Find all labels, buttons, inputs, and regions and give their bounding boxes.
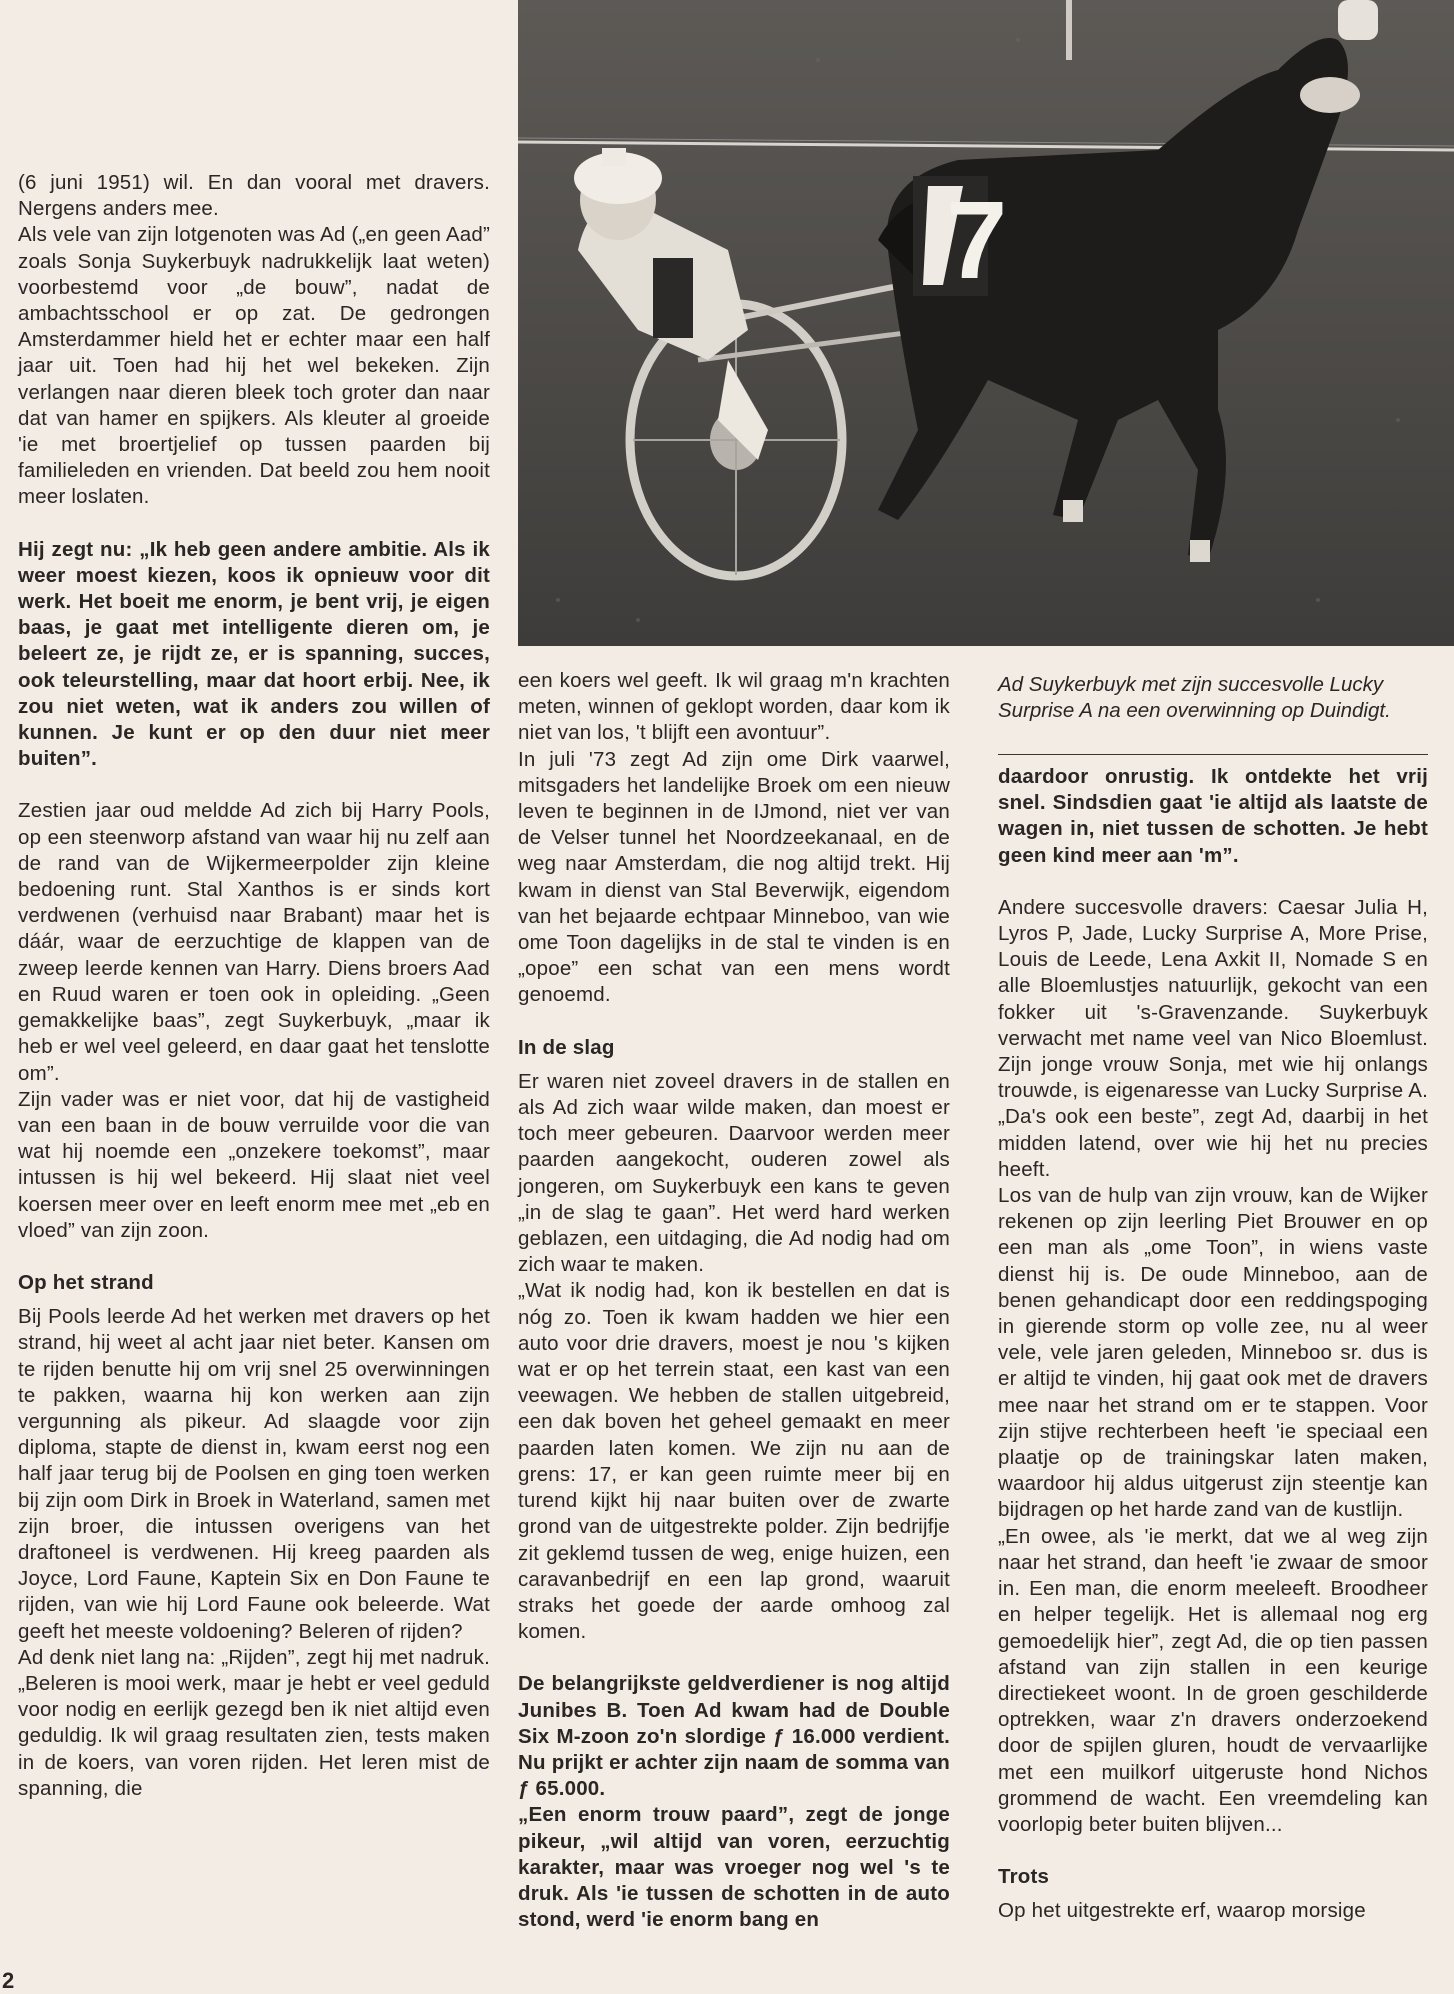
paragraph: Zestien jaar oud meldde Ad zich bij Harry Pools, op een steenworp afstand van waar hij nu zelf aan de rand van de Wijkermeerpolder zijn kleine bedoening runt. Stal Xanthos is er sinds kort verdwenen (verhuisd naar Brabant) maar het is dáár, waar de eerzuchtige de klappen van de zweep leerde kennen van Harry. Diens broers Aad en Ruud waren er toen ook in opleiding. „Geen gemakkelijke baas”, zegt Suykerbuyk, „maar ik heb er wel veel geleerd, en daar gaat het tenslotte om”. <box>18 799 490 1085</box>
paragraph: Zijn vader was er niet voor, dat hij de vastigheid van een baan in de bouw verruilde voor die van wat hij noemde een „onzekere toekomst”, maar intussen is hij wel bekeerd. Hij slaat niet veel koersen meer over en leeft enorm mee met „eb en vloed” van zijn zoon. <box>18 1087 490 1242</box>
highlight-paragraph: De belangrijkste geldverdiener is nog altijd Junibes B. Toen Ad kwam had de Double Six M-zoon zo'n slordige ƒ 16.000 verdient. Nu prijkt er achter zijn naam de somma van ƒ 65.000. <box>518 1672 950 1801</box>
quote-paragraph: Hij zegt nu: „Ik heb geen andere ambitie. Als ik weer moest kiezen, koos ik opnieuw voor dit werk. Het boeit me enorm, je bent vrij, je eigen baas, je gaat met intelligente dieren om, je beleert ze, je rijdt ze, er is spanning, succes, ook teleurstelling, maar dat hoort erbij. Nee, ik zou niet weten, wat ik anders zou willen of kunnen. Je kunt er op den duur niet meer buiten”. <box>18 537 490 771</box>
saddle-number: 7 <box>946 179 1008 302</box>
paragraph: Andere succesvolle dravers: Caesar Julia H, Lyros P, Jade, Lucky Surprise A, More Prise, Louis de Leede, Lena Axkit II, Nomade S en alle Bloemlustjes natuurlijk, gekocht van een fokker uit 's-Gravenzande. Suykerbuyk verwacht met name veel van Nico Bloemlust. Zijn jonge vrouw Sonja, met wie hij onlangs trouwde, is eigenaresse van Lucky Surprise A. „Da's ook een beste”, zegt Ad, daarbij in het midden latend, over wie hij het nu precies heeft. <box>998 895 1428 1181</box>
paragraph: Los van de hulp van zijn vrouw, kan de Wijker rekenen op zijn leerling Piet Brouwer en op een man als „ome Toon”, in wiens vaste dienst hij is. De oude Minneboo, aan de benen gehandicapt door een reddingspoging in gierende storm op volle zee, nu al weer vele, vele jaren geleden, Minneboo sr. dus is er altijd te vinden, hij gaat ook met de dravers mee naar het strand om er te stappen. Voor zijn stijve rechterbeen heeft 'ie speciaal een plaatje op de trainingskar laten maken, waardoor hij aldus uitgerust zijn steentje kan bijdragen op het harde zand van de kustlijn. <box>998 1184 1428 1522</box>
paragraph: een koers wel geeft. Ik wil graag m'n krachten meten, winnen of geklopt worden, daar kom ik niet van los, 't blijft een avontuur”. <box>518 669 950 745</box>
paragraph: (6 juni 1951) wil. En dan vooral met dravers. Nergens anders mee. <box>18 171 490 221</box>
photo-caption: Ad Suykerbuyk met zijn succesvolle Lucky Surprise A na een overwinning op Duindigt. <box>998 673 1391 722</box>
paragraph: In juli '73 zegt Ad zijn ome Dirk vaarwel, mitsgaders het landelijke Broek om een nieuw leven te beginnen in de IJmond, niet ver van de Velser tunnel het Noordzeekanaal, en de weg naar Amsterdam, die nog altijd trekt. Hij kwam in dienst van Stal Beverwijk, eigendom van het bejaarde echtpaar Minneboo, van wie ome Toon dagelijks in de stal te vinden is en „opoe” een schat van een mens wordt genoemd. <box>518 747 950 1007</box>
paragraph: Als vele van zijn lotgenoten was Ad („en geen Aad” zoals Sonja Suykerbuyk nadrukkelijk laat weten) voorbestemd voor „de bouw”, nadat de ambachtsschool er op zat. De gedrongen Amsterdammer hield het er echter maar een half jaar uit. Toen had hij het wel bekeken. Zijn verlangen naar dieren bleek toch groter dan naar dat van hamer en spijkers. Als kleuter al groeide 'ie met broertjelief op tussen paarden bij familieleden en vrienden. Dat beeld zou hem nooit meer loslaten. <box>18 223 490 509</box>
paragraph: Bij Pools leerde Ad het werken met dravers op het strand, hij weet al acht jaar niet beter. Kansen om te rijden benutte hij om vrij snel 25 overwinningen te pakken, waarna hij kon werken aan zijn vergunning als pikeur. Ad slaagde voor zijn diploma, stapte de dienst in, kwam eerst nog een half jaar terug bij de Poolsen en ging toen werken bij zijn oom Dirk in Broek in Waterland, samen met zijn broer, die intussen overigens van het draftoneel is verdwenen. Hij kreeg paarden als Joyce, Lord Faune, Kaptein Six en Don Faune te rijden, van wie hij Lord Faune ook beleerde. Wat geeft het meeste voldoening? Beleren of rijden? <box>18 1305 490 1643</box>
paragraph: „Wat ik nodig had, kon ik bestellen en dat is nóg zo. Toen ik kwam hadden we hier een auto voor drie dravers, moest je nou 's kijken wat er op het terrein staat, een kast van een veewagen. We hebben de stallen uitgebreid, een dak boven het geheel gemaakt en meer paarden laten komen. We zijn nu aan de grens: 17, er kan geen ruimte meer bij en turend kijkt hij naar buiten over de zwarte grond van de uitgestrekte polder. Zijn bedrijfje zit geklemd tussen de weg, enige huizen, een caravanbedrijf en een lap grond, waaruit straks het goede der aarde omhoog zal komen. <box>518 1279 950 1644</box>
paragraph: Ad denk niet lang na: „Rijden”, zegt hij met nadruk. „Beleren is mooi werk, maar je hebt er veel geduld voor nodig en eerlijk gezegd ben ik niet altijd even geduldig. Ik wil graag resultaten zien, tests maken in de koers, van voren rijden. Het leren mist de spanning, die <box>18 1645 490 1800</box>
page-number: 2 <box>2 1968 15 1993</box>
article-photo <box>518 0 1454 646</box>
article-column-3 <box>998 754 1428 1925</box>
article-column-1 <box>18 170 490 1802</box>
paragraph: Op het uitgestrekte erf, waarop morsige <box>998 1899 1366 1923</box>
section-heading: Trots <box>998 1865 1050 1889</box>
section-heading: In de slag <box>518 1035 615 1059</box>
paragraph: „En owee, als 'ie merkt, dat we al weg zijn naar het strand, dan heeft 'ie zwaar de smoor in. Een man, die enorm meeleeft. Broodheer en helper tegelijk. Het is allemaal nog erg gemoedelijk hier”, zegt Ad, die op tien passen afstand van zijn stallen in een keurige directiekeet woont. In de groen geschilderde optrekken, waar z'n dravers onderzoekend door de spijlen gluren, houdt de vervaarlijke met een muilkorf uitgeruste hond Nichos grommend de wacht. Een vreemdeling kan voorlopig beter buiten blijven... <box>998 1524 1428 1836</box>
section-heading: Op het strand <box>18 1270 154 1294</box>
highlight-paragraph: daardoor onrustig. Ik ontdekte het vrij snel. Sindsdien gaat 'ie altijd als laatste de wagen in, niet tussen de schotten. Je hebt geen kind meer aan 'm”. <box>998 765 1428 867</box>
article-column-2 <box>518 668 950 1933</box>
paragraph: Er waren niet zoveel dravers in de stallen en als Ad zich waar wilde maken, dan moest er toch meer gebeuren. Daarvoor werden meer paarden aangekocht, ouderen zowel als jongeren, om Suykerbuyk een kans te geven „in de slag te gaan”. Het werd hard werken geblazen, een uitdaging, die Ad nodig had om zich waar te maken. <box>518 1069 950 1277</box>
highlight-paragraph: „Een enorm trouw paard”, zegt de jonge pikeur, „wil altijd van voren, eerzuchtig karakter, maar was vroeger nog wel 's te druk. Als 'ie tussen de schotten in de auto stond, werd 'ie enorm bang en <box>518 1803 950 1932</box>
